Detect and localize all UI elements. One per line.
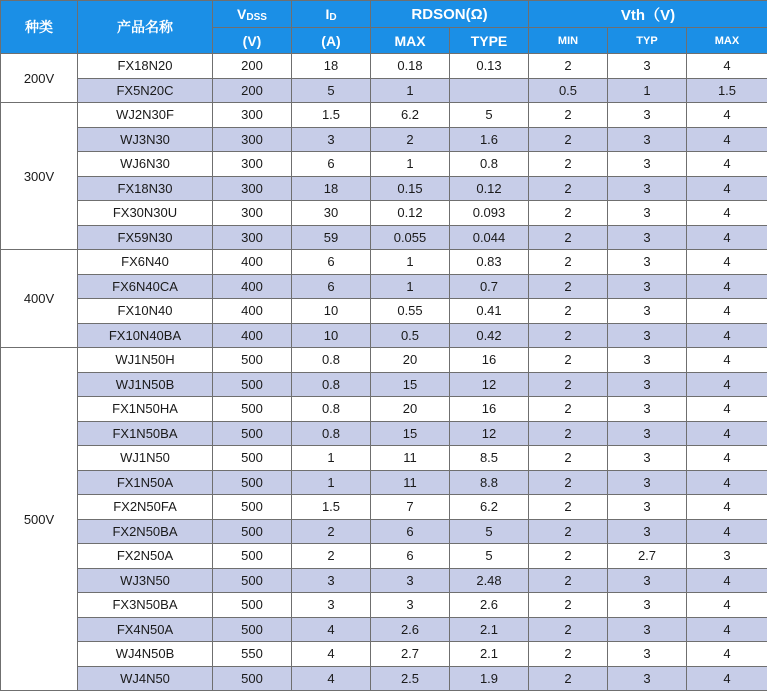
id-cell: 1 [292,446,371,471]
vdss-cell: 500 [213,617,292,642]
rdson-type-cell: 0.42 [450,323,529,348]
vth-min-cell: 2 [529,421,608,446]
vth-typ-cell: 3 [608,127,687,152]
id-cell: 6 [292,152,371,177]
rdson-max-cell: 11 [371,470,450,495]
header-rdson-type: TYPE [450,28,529,54]
rdson-type-cell: 0.41 [450,299,529,324]
vth-typ-cell: 3 [608,299,687,324]
header-product-name: 产品名称 [78,1,213,54]
table-row [1,152,767,177]
rdson-type-cell: 0.83 [450,250,529,275]
vdss-cell: 400 [213,323,292,348]
vth-max-cell: 4 [687,250,767,275]
header-id-main: I [325,6,330,22]
vdss-cell: 500 [213,495,292,520]
header-vth-min: MIN [529,28,608,54]
rdson-type-cell: 0.13 [450,54,529,79]
product-name-cell: WJ3N50 [78,568,213,593]
vdss-cell: 500 [213,544,292,569]
rdson-max-cell: 7 [371,495,450,520]
vth-max-cell: 4 [687,299,767,324]
product-name-cell: FX1N50BA [78,421,213,446]
rdson-max-cell: 6.2 [371,103,450,128]
vth-max-cell: 4 [687,666,767,691]
vth-typ-cell: 3 [608,446,687,471]
rdson-max-cell: 15 [371,421,450,446]
id-cell: 6 [292,250,371,275]
vdss-cell: 500 [213,470,292,495]
header-vth: Vth（V) [529,1,767,28]
vth-typ-cell: 3 [608,348,687,373]
vth-max-cell: 4 [687,593,767,618]
id-cell: 59 [292,225,371,250]
rdson-max-cell: 2.6 [371,617,450,642]
table-row [1,421,767,446]
rdson-max-cell: 11 [371,446,450,471]
vdss-cell: 400 [213,274,292,299]
rdson-max-cell: 1 [371,250,450,275]
rdson-type-cell: 5 [450,103,529,128]
rdson-type-cell: 8.8 [450,470,529,495]
id-cell: 4 [292,666,371,691]
rdson-type-cell: 2.1 [450,617,529,642]
vdss-cell: 300 [213,152,292,177]
rdson-type-cell: 2.48 [450,568,529,593]
vth-typ-cell: 3 [608,666,687,691]
product-name-cell: WJ6N30 [78,152,213,177]
header-id [292,1,371,28]
rdson-max-cell: 6 [371,519,450,544]
rdson-max-cell: 1 [371,274,450,299]
vdss-cell: 300 [213,127,292,152]
vth-min-cell: 2 [529,372,608,397]
vth-min-cell: 2 [529,225,608,250]
table-header [1,1,767,54]
vth-max-cell: 4 [687,617,767,642]
rdson-type-cell: 5 [450,519,529,544]
table-row [1,201,767,226]
voltage-class-cell: 200V [1,54,78,103]
id-cell: 1.5 [292,495,371,520]
vth-min-cell: 2 [529,201,608,226]
product-name-cell: FX2N50BA [78,519,213,544]
vth-max-cell: 4 [687,446,767,471]
table-row [1,666,767,691]
rdson-type-cell: 8.5 [450,446,529,471]
rdson-max-cell: 2.7 [371,642,450,667]
vdss-cell: 500 [213,421,292,446]
vth-min-cell: 2 [529,176,608,201]
product-name-cell: WJ2N30F [78,103,213,128]
vth-typ-cell: 3 [608,397,687,422]
vdss-cell: 300 [213,103,292,128]
table-body [1,54,767,691]
vth-max-cell: 4 [687,54,767,79]
vdss-cell: 500 [213,372,292,397]
vdss-cell: 550 [213,642,292,667]
vth-min-cell: 2 [529,593,608,618]
product-name-cell: FX59N30 [78,225,213,250]
rdson-max-cell: 1 [371,152,450,177]
product-name-cell: FX1N50A [78,470,213,495]
rdson-type-cell: 0.12 [450,176,529,201]
id-cell: 18 [292,176,371,201]
vth-min-cell: 2 [529,568,608,593]
rdson-type-cell: 0.093 [450,201,529,226]
vth-typ-cell: 3 [608,568,687,593]
rdson-max-cell: 2 [371,127,450,152]
id-cell: 10 [292,323,371,348]
rdson-max-cell: 20 [371,397,450,422]
vth-typ-cell: 3 [608,274,687,299]
table-row [1,593,767,618]
table-row [1,127,767,152]
vth-max-cell: 4 [687,397,767,422]
rdson-type-cell: 0.7 [450,274,529,299]
product-name-cell: WJ1N50B [78,372,213,397]
product-name-cell: WJ4N50B [78,642,213,667]
header-rdson-max: MAX [371,28,450,54]
vth-min-cell: 0.5 [529,78,608,103]
vth-typ-cell: 3 [608,54,687,79]
vth-max-cell: 4 [687,642,767,667]
header-vdss-sub: DSS [246,12,267,23]
vth-min-cell: 2 [529,54,608,79]
rdson-max-cell: 3 [371,568,450,593]
vth-max-cell: 4 [687,421,767,446]
vth-min-cell: 2 [529,152,608,177]
rdson-max-cell: 0.12 [371,201,450,226]
id-cell: 5 [292,78,371,103]
vth-max-cell: 1.5 [687,78,767,103]
id-cell: 2 [292,519,371,544]
header-vth-max: MAX [687,28,767,54]
table-row [1,544,767,569]
vth-typ-cell: 3 [608,372,687,397]
rdson-max-cell: 20 [371,348,450,373]
id-cell: 3 [292,127,371,152]
table-row [1,495,767,520]
vth-min-cell: 2 [529,323,608,348]
rdson-type-cell: 16 [450,397,529,422]
rdson-type-cell: 1.6 [450,127,529,152]
table-row [1,348,767,373]
table-row [1,397,767,422]
vth-typ-cell: 1 [608,78,687,103]
id-cell: 10 [292,299,371,324]
vdss-cell: 200 [213,78,292,103]
vth-min-cell: 2 [529,544,608,569]
rdson-type-cell: 6.2 [450,495,529,520]
product-name-cell: FX18N30 [78,176,213,201]
rdson-type-cell: 12 [450,421,529,446]
vth-typ-cell: 3 [608,103,687,128]
vth-typ-cell: 3 [608,470,687,495]
rdson-max-cell: 0.055 [371,225,450,250]
product-name-cell: WJ1N50 [78,446,213,471]
table-row [1,54,767,79]
table-row [1,250,767,275]
vth-min-cell: 2 [529,666,608,691]
vdss-cell: 500 [213,593,292,618]
vth-min-cell: 2 [529,446,608,471]
voltage-class-cell: 400V [1,250,78,348]
table-row [1,103,767,128]
id-cell: 0.8 [292,348,371,373]
vth-min-cell: 2 [529,519,608,544]
rdson-max-cell: 0.18 [371,54,450,79]
id-cell: 4 [292,642,371,667]
vth-typ-cell: 3 [608,617,687,642]
vdss-cell: 200 [213,54,292,79]
vdss-cell: 400 [213,250,292,275]
table-row [1,78,767,103]
header-id-unit: (A) [292,28,371,54]
rdson-type-cell: 0.044 [450,225,529,250]
product-name-cell: WJ4N50 [78,666,213,691]
vth-typ-cell: 3 [608,250,687,275]
vdss-cell: 300 [213,201,292,226]
vth-typ-cell: 3 [608,593,687,618]
product-name-cell: FX5N20C [78,78,213,103]
vth-typ-cell: 3 [608,642,687,667]
vth-typ-cell: 3 [608,495,687,520]
product-name-cell: FX2N50A [78,544,213,569]
product-name-cell: FX10N40 [78,299,213,324]
vth-max-cell: 4 [687,103,767,128]
header-category: 种类 [1,1,78,54]
vth-typ-cell: 3 [608,201,687,226]
vth-min-cell: 2 [529,103,608,128]
table-row [1,617,767,642]
rdson-max-cell: 1 [371,78,450,103]
vth-min-cell: 2 [529,250,608,275]
header-vth-typ: TYP [608,28,687,54]
table-row [1,176,767,201]
vdss-cell: 400 [213,299,292,324]
table-row [1,299,767,324]
rdson-max-cell: 0.5 [371,323,450,348]
id-cell: 6 [292,274,371,299]
vth-max-cell: 4 [687,470,767,495]
header-vdss-unit: (V) [213,28,292,54]
vth-typ-cell: 3 [608,323,687,348]
rdson-max-cell: 6 [371,544,450,569]
rdson-type-cell: 1.9 [450,666,529,691]
vdss-cell: 500 [213,568,292,593]
product-name-cell: FX2N50FA [78,495,213,520]
header-rdson: RDSON(Ω) [371,1,529,28]
table-row [1,323,767,348]
rdson-type-cell: 16 [450,348,529,373]
vdss-cell: 500 [213,666,292,691]
vth-typ-cell: 3 [608,225,687,250]
rdson-max-cell: 15 [371,372,450,397]
rdson-max-cell: 3 [371,593,450,618]
id-cell: 30 [292,201,371,226]
vth-max-cell: 3 [687,544,767,569]
vth-max-cell: 4 [687,519,767,544]
vdss-cell: 500 [213,446,292,471]
vth-max-cell: 4 [687,372,767,397]
id-cell: 1.5 [292,103,371,128]
vth-min-cell: 2 [529,397,608,422]
vth-min-cell: 2 [529,470,608,495]
id-cell: 0.8 [292,421,371,446]
table-row [1,470,767,495]
header-id-sub: D [329,12,337,23]
vth-max-cell: 4 [687,323,767,348]
rdson-type-cell: 12 [450,372,529,397]
table-row [1,225,767,250]
product-name-cell: FX18N20 [78,54,213,79]
id-cell: 1 [292,470,371,495]
vth-typ-cell: 3 [608,152,687,177]
voltage-class-cell: 300V [1,103,78,250]
vth-min-cell: 2 [529,495,608,520]
vth-max-cell: 4 [687,225,767,250]
table-row [1,446,767,471]
id-cell: 18 [292,54,371,79]
rdson-type-cell: 2.1 [450,642,529,667]
rdson-max-cell: 0.15 [371,176,450,201]
vdss-cell: 500 [213,348,292,373]
vth-max-cell: 4 [687,495,767,520]
vth-min-cell: 2 [529,617,608,642]
vth-min-cell: 2 [529,348,608,373]
vth-max-cell: 4 [687,152,767,177]
vdss-cell: 300 [213,225,292,250]
vth-typ-cell: 3 [608,421,687,446]
vth-min-cell: 2 [529,299,608,324]
table-row [1,642,767,667]
vth-max-cell: 4 [687,274,767,299]
vdss-cell: 500 [213,397,292,422]
product-name-cell: WJ1N50H [78,348,213,373]
header-vdss [213,1,292,28]
product-name-cell: FX30N30U [78,201,213,226]
vdss-cell: 500 [213,519,292,544]
vth-max-cell: 4 [687,201,767,226]
vth-typ-cell: 2.7 [608,544,687,569]
rdson-max-cell: 2.5 [371,666,450,691]
vth-max-cell: 4 [687,348,767,373]
product-name-cell: FX10N40BA [78,323,213,348]
id-cell: 0.8 [292,372,371,397]
vth-min-cell: 2 [529,127,608,152]
product-name-cell: FX6N40 [78,250,213,275]
rdson-max-cell: 0.55 [371,299,450,324]
rdson-type-cell: 2.6 [450,593,529,618]
id-cell: 3 [292,568,371,593]
table-row [1,568,767,593]
vth-max-cell: 4 [687,568,767,593]
rdson-type-cell: 0.8 [450,152,529,177]
table-row [1,274,767,299]
product-name-cell: FX1N50HA [78,397,213,422]
vth-min-cell: 2 [529,274,608,299]
table-row [1,372,767,397]
vth-min-cell: 2 [529,642,608,667]
voltage-class-cell: 500V [1,348,78,691]
rdson-type-cell: 5 [450,544,529,569]
id-cell: 2 [292,544,371,569]
vth-max-cell: 4 [687,127,767,152]
rdson-type-cell [450,78,529,103]
product-name-cell: FX3N50BA [78,593,213,618]
product-name-cell: FX6N40CA [78,274,213,299]
product-name-cell: FX4N50A [78,617,213,642]
header-vdss-main: V [237,6,247,22]
table-row [1,519,767,544]
vth-typ-cell: 3 [608,519,687,544]
id-cell: 4 [292,617,371,642]
product-name-cell: WJ3N30 [78,127,213,152]
id-cell: 3 [292,593,371,618]
id-cell: 0.8 [292,397,371,422]
vth-max-cell: 4 [687,176,767,201]
vdss-cell: 300 [213,176,292,201]
vth-typ-cell: 3 [608,176,687,201]
